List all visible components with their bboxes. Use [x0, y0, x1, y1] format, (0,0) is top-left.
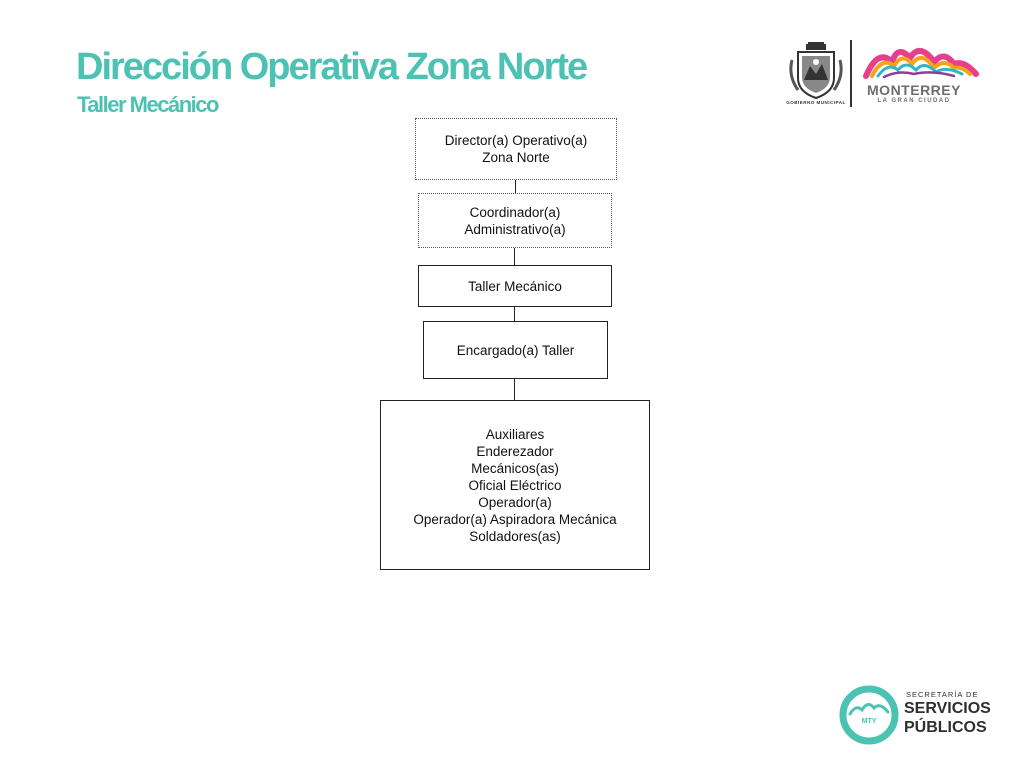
page-subtitle: Taller Mecánico [77, 92, 218, 117]
node-director [415, 118, 617, 180]
connector-2 [514, 248, 515, 265]
page-title: Dirección Operativa Zona Norte [76, 46, 587, 88]
node-auxiliares-line5: Operador(a) [478, 494, 552, 510]
node-coordinador [418, 193, 612, 248]
municipal-seal-logo [786, 40, 846, 110]
node-taller [418, 265, 612, 307]
node-auxiliares [380, 400, 650, 570]
node-coordinador-line2: Administrativo(a) [464, 221, 566, 237]
publicos-label: PÚBLICOS [904, 719, 987, 736]
node-encargado [423, 321, 608, 379]
logo-divider [850, 40, 852, 107]
connector-1 [515, 180, 516, 193]
monterrey-logo [858, 40, 982, 110]
monterrey-name: MONTERREY [867, 82, 961, 98]
node-auxiliares-line6: Operador(a) Aspiradora Mecánica [413, 511, 617, 527]
node-auxiliares-line4: Oficial Eléctrico [468, 477, 562, 493]
mty-label: MTY [861, 718, 877, 725]
mty-circle-icon [838, 684, 900, 746]
node-auxiliares-line3: Mecánicos(as) [471, 460, 559, 476]
connector-4 [514, 379, 515, 400]
node-auxiliares-line1: Auxiliares [485, 426, 545, 442]
node-director-line2: Zona Norte [482, 150, 550, 165]
node-auxiliares-line2: Enderezador [476, 443, 554, 459]
node-coordinador-line1: Coordinador(a) [469, 204, 561, 220]
node-taller-line1: Taller Mecánico [468, 278, 562, 294]
node-auxiliares-line7: Soldadores(as) [469, 528, 561, 544]
mountain-icon [858, 40, 982, 82]
node-encargado-line1: Encargado(a) Taller [456, 342, 575, 358]
municipal-text: GOBIERNO MUNICIPAL [786, 100, 846, 105]
servicios-label: SERVICIOS [904, 700, 991, 717]
monterrey-tagline: LA GRAN CIUDAD [877, 98, 951, 104]
servicios-publicos-logo [838, 684, 1008, 746]
secretaria-label: SECRETARÍA DE [906, 690, 979, 699]
connector-3 [514, 307, 515, 321]
node-director-line1: Director(a) Operativo(a) [444, 133, 588, 148]
